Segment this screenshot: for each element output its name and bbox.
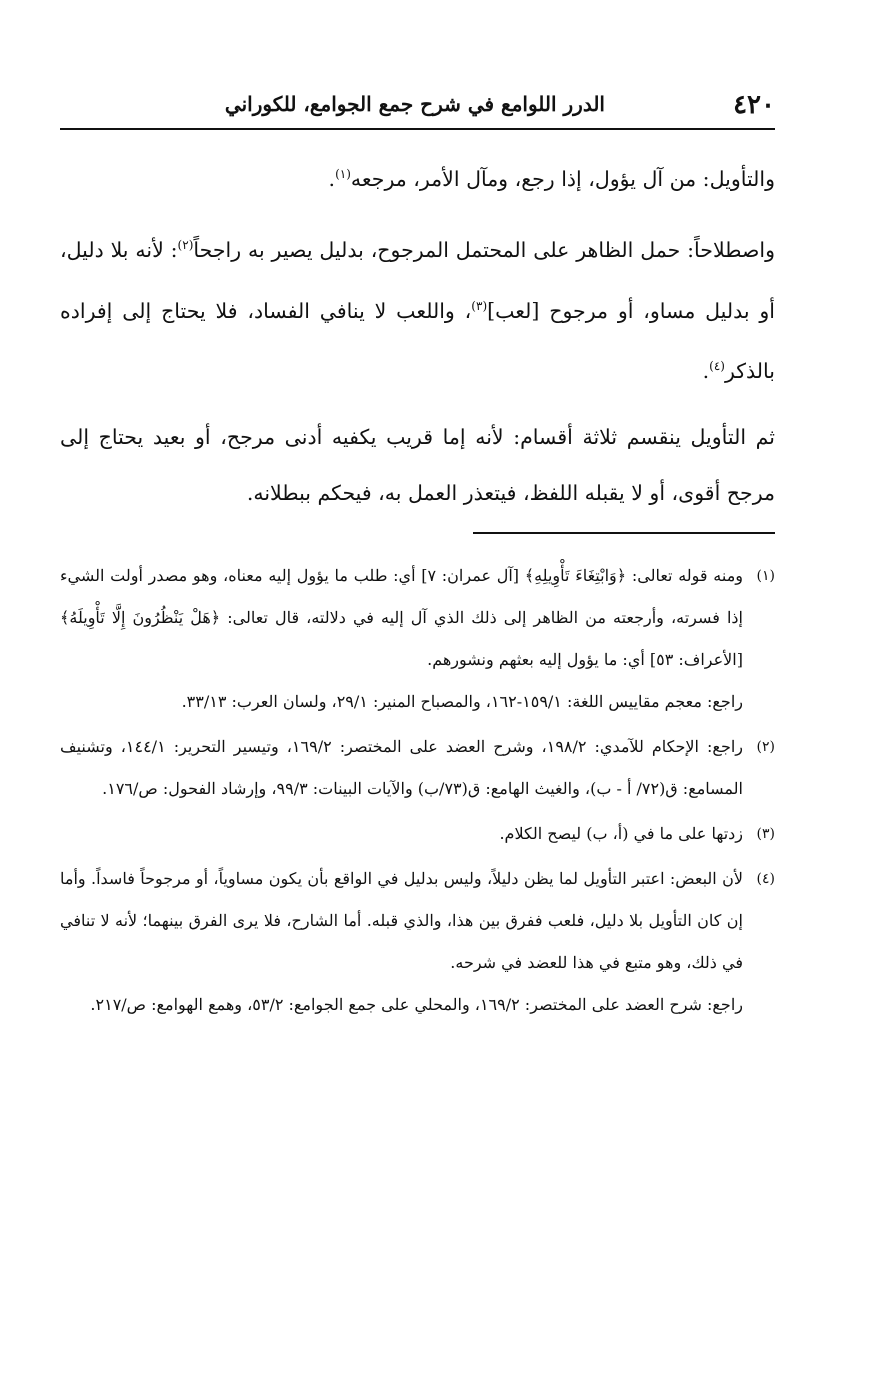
footnotes	[60, 555, 775, 1029]
page-header	[60, 86, 775, 130]
paragraph-divisions	[60, 409, 775, 521]
footnote-ref-2: (٢)	[177, 237, 194, 252]
footnote-number: (٤)	[756, 871, 775, 887]
footnote-3	[60, 813, 775, 855]
footnote-line: زدتها على ما في (أ، ب) ليصح الكلام.	[499, 824, 743, 843]
footnote-separator	[473, 532, 775, 534]
page-number: ٤٢٠	[733, 90, 775, 120]
paragraph-end: .	[328, 166, 336, 191]
paragraph-definition-technical	[60, 217, 775, 399]
footnote-2	[60, 726, 775, 810]
paragraph-text: ثم التأويل ينقسم ثلاثة أقسام: لأنه إما قريب يكفيه أدنى مرجح، أو بعيد يحتاج إلى مرجح أقوى، أو لا يقبله اللفظ، فيتعذر العمل به، فيحكم ببطلانه.	[60, 425, 775, 506]
footnote-number: (٣)	[756, 826, 775, 842]
footnote-line: ومنه قوله تعالى: ﴿وَابْتِغَاءَ تَأْوِيلِهِ﴾ [آل عمران: ٧] أي: طلب ما يؤول إليه معناه، وهو مصدر أولت الشيء إذا فسرته، وأرجعته من الظاهر إلى ذلك الذي آل إليه في دلالته، قال تعالى: ﴿هَلْ يَنْظُرُونَ إِلَّا تَأْوِيلَهُ﴾ [الأعراف: ٥٣] أي: ما يؤول إليه بعثهم ونشورهم.	[60, 566, 744, 669]
footnote-ref-3: (٣)	[471, 298, 488, 313]
footnote-line: راجع: معجم مقاييس اللغة: ١٥٩/١-١٦٢، والمصباح المنير: ٢٩/١، ولسان العرب: ٣٣/١٣.	[181, 692, 743, 711]
paragraph-text-c: ، واللعب لا ينافي الفساد، فلا يحتاج إلى إفراده بالذكر	[60, 298, 775, 384]
paragraph-end: .	[702, 359, 710, 384]
footnote-number: (٢)	[756, 739, 775, 755]
main-text	[60, 146, 775, 521]
footnote-line: راجع: شرح العضد على المختصر: ١٦٩/٢، والمحلي على جمع الجوامع: ٥٣/٢، وهمع الهوامع: ص/٢١٧.	[90, 995, 743, 1014]
footnote-ref-1: (١)	[335, 167, 351, 181]
paragraph-text: والتأويل: من آل يؤول، إذا رجع، ومآل الأمر، مرجعه	[350, 166, 775, 191]
footnote-number: (١)	[756, 568, 775, 584]
paragraph-definition-lexical	[60, 146, 775, 207]
footnote-line: لأن البعض: اعتبر التأويل لما يظن دليلاً، وليس بدليل في الواقع بأن يكون مساوياً، أو مرجوحاً فاسداً. وأما إن كان التأويل بلا دليل، فلعب ففرق بين هذا، والذي قبله. أما الشارح، فلا يرى الفرق بينهما؛ لأنه لا تنافي في ذلك، وهو متبع في هذا للعضد في شرحه.	[60, 869, 743, 972]
footnote-4	[60, 858, 775, 1026]
footnote-ref-4: (٤)	[709, 359, 725, 374]
footnote-1	[60, 555, 775, 723]
running-title: الدرر اللوامع في شرح جمع الجوامع، للكوراني	[224, 92, 605, 116]
footnote-line: راجع: الإحكام للآمدي: ١٩٨/٢، وشرح العضد على المختصر: ١٦٩/٢، وتيسير التحرير: ١٤٤/١، وتشنيف المسامع: ق(٧٢/ أ - ب)، والغيث الهامع: ق(٧٣/ب) والآيات البينات: ٩٩/٣، وإرشاد الفحول: ص/١٧٦.	[60, 737, 743, 798]
paragraph-text-b: : لأنه بلا دليل، أو بدليل مساو، أو مرجوح [لعب]	[60, 237, 775, 323]
paragraph-text-a: واصطلاحاً: حمل الظاهر على المحتمل المرجوح، بدليل يصير به راجحاً	[193, 237, 775, 262]
